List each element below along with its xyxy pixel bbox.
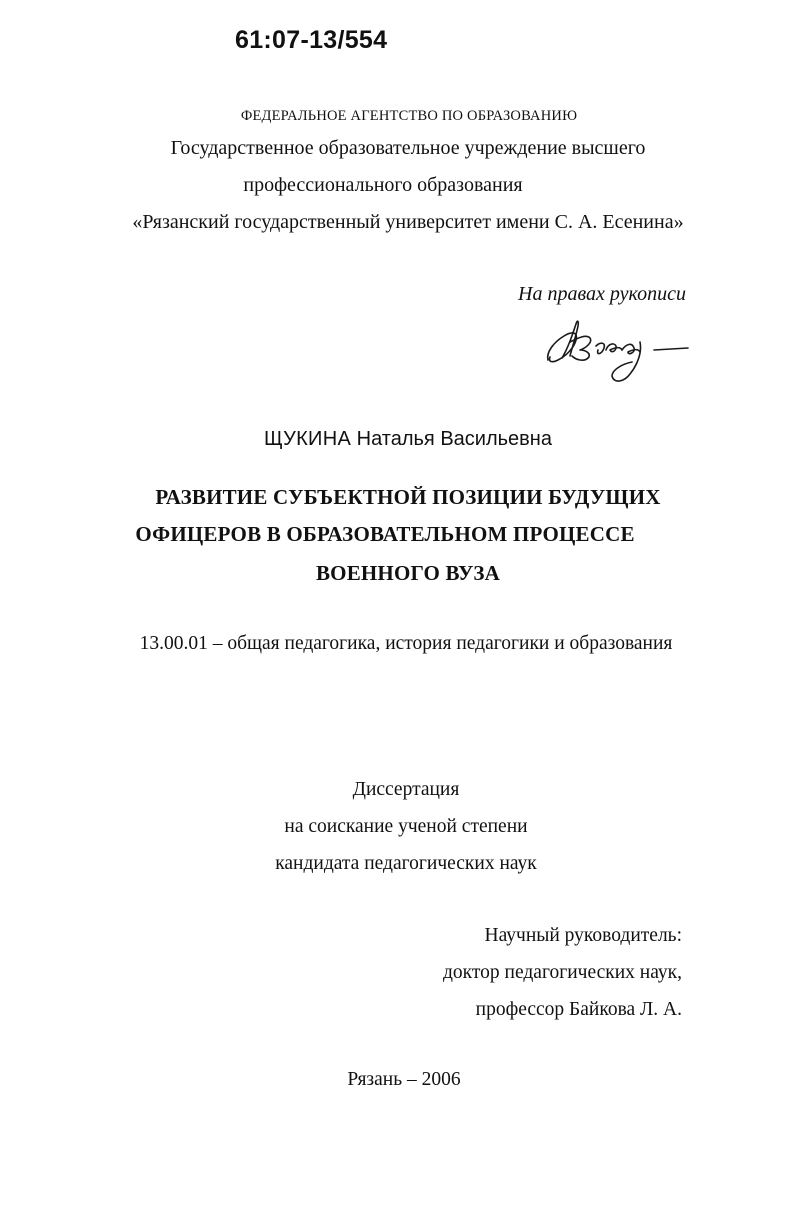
advisor-label: Научный руководитель: bbox=[484, 925, 682, 946]
dissertation-line-1: Диссертация bbox=[352, 779, 460, 800]
author-surname: ЩУКИНА bbox=[264, 428, 352, 450]
title-line-3: ВОЕННОГО ВУЗА bbox=[315, 561, 501, 585]
manuscript-note: На правах рукописи bbox=[518, 283, 686, 305]
institution-line-3: «Рязанский государственный университет имени С. А. Есенина» bbox=[132, 211, 684, 233]
dissertation-line-2: на соискание ученой степени bbox=[284, 816, 528, 837]
advisor-name: профессор Байкова Л. А. bbox=[475, 999, 682, 1020]
author-given-names: Наталья Васильевна bbox=[356, 428, 552, 450]
city-year: Рязань – 2006 bbox=[347, 1069, 461, 1090]
dissertation-line-3: кандидата педагогических наук bbox=[275, 853, 537, 874]
institution-line-1: Государственное образовательное учреждение высшего bbox=[170, 137, 646, 159]
catalog-number: 61:07-13/554 bbox=[235, 26, 388, 54]
institution-line-2: профессионального образования bbox=[243, 174, 523, 196]
specialty-code: 13.00.01 – общая педагогика, история педагогики и образования bbox=[139, 633, 673, 654]
agency-name: ФЕДЕРАЛЬНОЕ АГЕНТСТВО ПО ОБРАЗОВАНИЮ bbox=[240, 108, 578, 124]
title-line-2: ОФИЦЕРОВ В ОБРАЗОВАТЕЛЬНОМ ПРОЦЕССЕ bbox=[135, 522, 635, 546]
author-name bbox=[0, 428, 794, 451]
handwritten-signature bbox=[542, 312, 692, 388]
title-line-1: РАЗВИТИЕ СУБЪЕКТНОЙ ПОЗИЦИИ БУДУЩИХ bbox=[155, 485, 661, 509]
advisor-degree: доктор педагогических наук, bbox=[443, 962, 682, 983]
